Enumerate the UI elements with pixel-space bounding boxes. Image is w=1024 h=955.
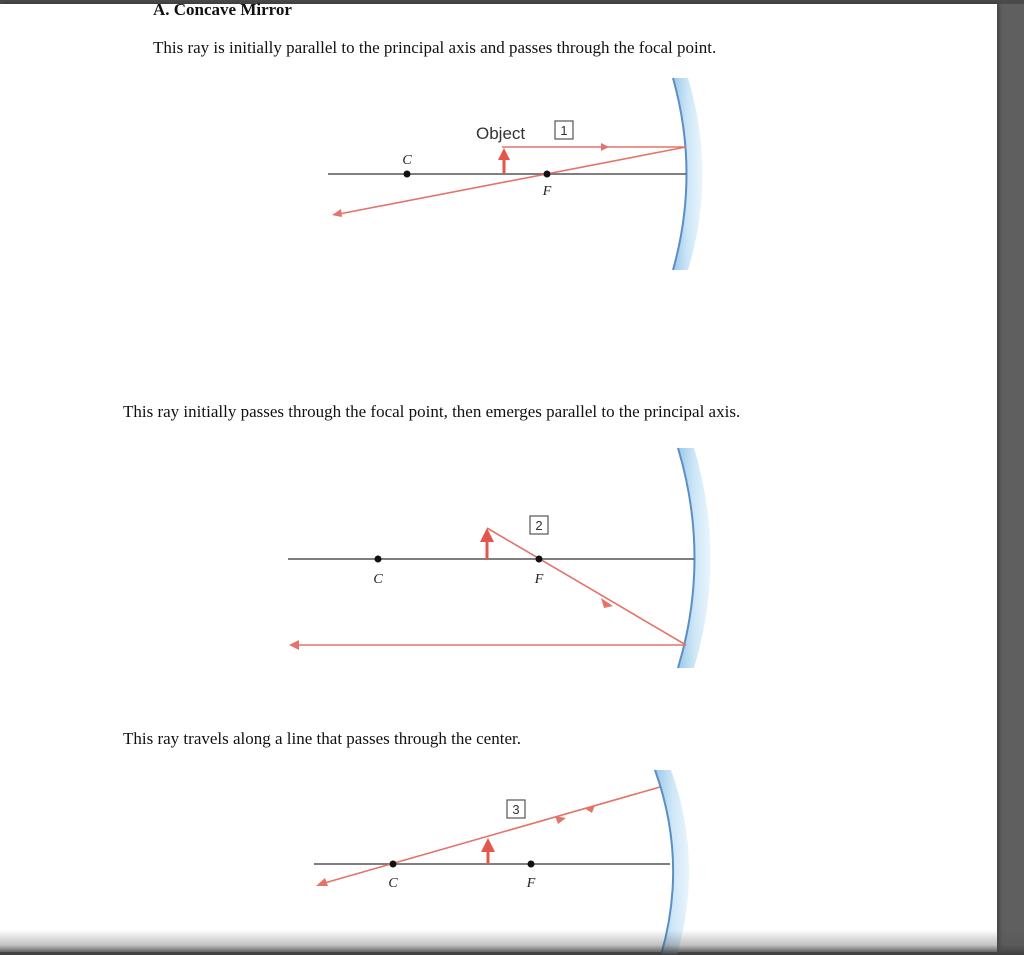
diagram-3: [314, 770, 689, 955]
ray-arrowhead-2b: [289, 640, 299, 650]
focal-point-1: [544, 171, 551, 178]
reflected-ray-1: [334, 147, 686, 215]
ray-number-2: 2: [535, 518, 543, 533]
ray-arrowhead-3a: [555, 816, 566, 824]
ray-number-1: 1: [560, 123, 568, 138]
object-arrowhead-3: [481, 838, 495, 852]
incident-ray-2: [487, 528, 686, 645]
diagram-2: [288, 448, 711, 668]
ray-arrowhead-3c: [316, 878, 328, 886]
object-arrowhead-1: [498, 148, 510, 160]
ray-arrowhead-1b: [332, 209, 342, 217]
center-label-2: C: [373, 572, 383, 587]
focal-label-3: F: [526, 876, 536, 891]
section-heading: A. Concave Mirror: [153, 0, 292, 19]
focal-point-2: [536, 556, 543, 563]
center-label-3: C: [388, 876, 398, 891]
focal-label-2: F: [534, 572, 544, 587]
diagram-1-caption: This ray is initially parallel to the principal axis and passes through the focal point.: [153, 38, 717, 57]
diagram-3-caption: This ray travels along a line that passes through the center.: [123, 729, 521, 748]
ray-arrowhead-1a: [601, 143, 609, 151]
center-label-1: C: [402, 153, 412, 168]
focal-point-3: [528, 861, 535, 868]
central-ray-3: [321, 787, 660, 884]
ray-number-3: 3: [512, 802, 520, 817]
ray-arrowhead-3b: [584, 805, 595, 813]
center-point-3: [390, 861, 397, 868]
ray-arrowhead-2a: [601, 598, 613, 608]
center-point-1: [404, 171, 411, 178]
center-point-2: [375, 556, 382, 563]
diagram-1: [328, 78, 703, 270]
object-label-1: Object: [476, 124, 526, 143]
focal-label-1: F: [542, 184, 552, 199]
diagram-2-caption: This ray initially passes through the focal point, then emerges parallel to the principal axis.: [123, 402, 741, 421]
